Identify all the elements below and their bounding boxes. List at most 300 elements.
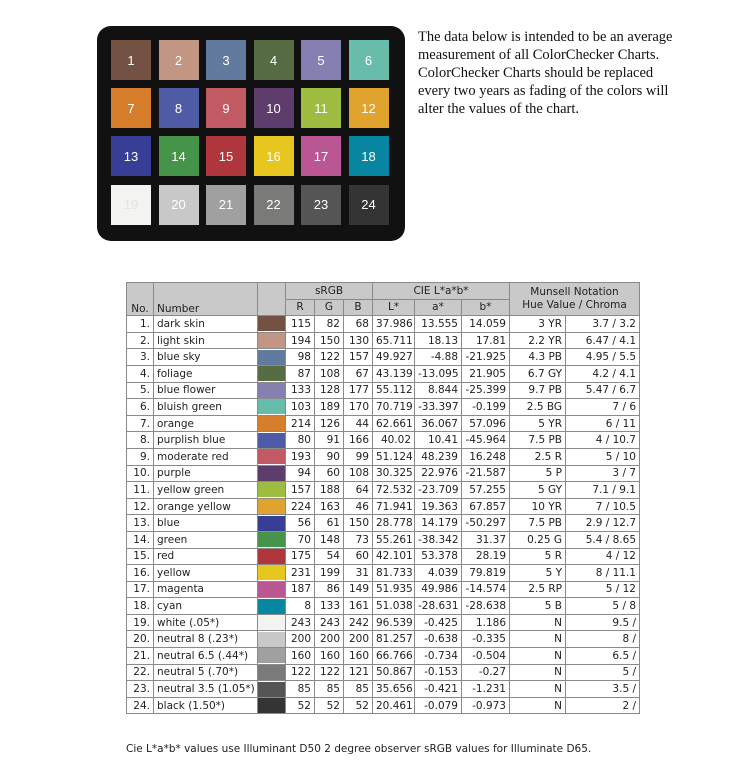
row-bstar: -1.231 [462, 681, 510, 698]
row-g: 188 [315, 482, 344, 499]
row-name: red [154, 548, 258, 565]
row-number: 22. [127, 664, 154, 681]
row-number: 8. [127, 432, 154, 449]
row-l: 20.461 [373, 697, 415, 714]
header-g: G [315, 299, 344, 316]
row-g: 189 [315, 399, 344, 416]
row-a: -23.709 [415, 482, 462, 499]
row-r: 214 [286, 415, 315, 432]
row-r: 160 [286, 648, 315, 665]
row-number: 20. [127, 631, 154, 648]
row-name: dark skin [154, 316, 258, 333]
row-number: 24. [127, 697, 154, 714]
color-patch [349, 88, 389, 128]
header-srgb: sRGB [286, 283, 373, 300]
row-l: 81.257 [373, 631, 415, 648]
color-swatch [258, 433, 285, 448]
row-r: 194 [286, 332, 315, 349]
row-name: neutral 3.5 (1.05*) [154, 681, 258, 698]
row-swatch [258, 631, 286, 648]
table-row [127, 382, 640, 399]
row-a: -0.079 [415, 697, 462, 714]
table-row [127, 332, 640, 349]
color-patch-label: 15 [218, 148, 234, 164]
row-value-chroma: 9.5 / [566, 614, 640, 631]
row-r: 87 [286, 365, 315, 382]
row-g: 160 [315, 648, 344, 665]
row-r: 175 [286, 548, 315, 565]
row-bstar: 16.248 [462, 448, 510, 465]
row-b: 44 [344, 415, 373, 432]
color-patch-label: 20 [171, 197, 186, 213]
row-name: magenta [154, 581, 258, 598]
table-row [127, 581, 640, 598]
table-row [127, 614, 640, 631]
row-hue: 7.5 PB [510, 432, 566, 449]
row-a: -13.095 [415, 365, 462, 382]
color-patch [349, 40, 389, 80]
row-number: 6. [127, 399, 154, 416]
row-b: 121 [344, 664, 373, 681]
row-b: 99 [344, 448, 373, 465]
color-patch [254, 185, 294, 225]
row-l: 37.986 [373, 316, 415, 333]
color-patch-label: 14 [171, 148, 186, 164]
row-l: 50.867 [373, 664, 415, 681]
row-number: 2. [127, 332, 154, 349]
row-r: 133 [286, 382, 315, 399]
color-swatch [258, 615, 285, 630]
row-g: 148 [315, 531, 344, 548]
row-swatch [258, 515, 286, 532]
table-row [127, 498, 640, 515]
row-bstar: 79.819 [462, 565, 510, 582]
row-name: yellow green [154, 482, 258, 499]
row-swatch [258, 531, 286, 548]
row-b: 73 [344, 531, 373, 548]
row-r: 80 [286, 432, 315, 449]
row-value-chroma: 8 / 11.1 [566, 565, 640, 582]
row-b: 166 [344, 432, 373, 449]
row-value-chroma: 8 / [566, 631, 640, 648]
row-b: 60 [344, 548, 373, 565]
row-a: -0.421 [415, 681, 462, 698]
row-l: 42.101 [373, 548, 415, 565]
header-cielab: CIE L*a*b* [373, 283, 510, 300]
row-r: 231 [286, 565, 315, 582]
row-hue: 10 YR [510, 498, 566, 515]
row-g: 128 [315, 382, 344, 399]
row-value-chroma: 6.47 / 4.1 [566, 332, 640, 349]
row-name: neutral 6.5 (.44*) [154, 648, 258, 665]
row-value-chroma: 2.9 / 12.7 [566, 515, 640, 532]
row-bstar: -28.638 [462, 598, 510, 615]
color-swatch [258, 449, 285, 464]
row-swatch [258, 415, 286, 432]
row-l: 71.941 [373, 498, 415, 515]
header-number: Number [154, 283, 258, 316]
row-swatch [258, 681, 286, 698]
row-r: 98 [286, 349, 315, 366]
color-patch-label: 11 [314, 100, 328, 116]
header-bstar: b* [462, 299, 510, 316]
color-patch-label: 4 [269, 52, 278, 68]
table-row [127, 531, 640, 548]
row-bstar: -0.973 [462, 697, 510, 714]
row-value-chroma: 5.4 / 8.65 [566, 531, 640, 548]
row-b: 200 [344, 631, 373, 648]
row-b: 52 [344, 697, 373, 714]
color-swatch [258, 466, 285, 481]
row-swatch [258, 614, 286, 631]
row-swatch [258, 598, 286, 615]
row-l: 43.139 [373, 365, 415, 382]
row-b: 67 [344, 365, 373, 382]
row-g: 61 [315, 515, 344, 532]
header-l: L* [373, 299, 415, 316]
row-hue: 0.25 G [510, 531, 566, 548]
row-l: 72.532 [373, 482, 415, 499]
table-row [127, 548, 640, 565]
row-a: 49.986 [415, 581, 462, 598]
row-hue: 2.5 R [510, 448, 566, 465]
row-r: 243 [286, 614, 315, 631]
table-header [127, 283, 640, 316]
row-l: 40.02 [373, 432, 415, 449]
table-row [127, 349, 640, 366]
row-a: 36.067 [415, 415, 462, 432]
table-row [127, 598, 640, 615]
row-bstar: -45.964 [462, 432, 510, 449]
row-g: 122 [315, 664, 344, 681]
table-row [127, 448, 640, 465]
row-name: blue sky [154, 349, 258, 366]
table-row [127, 565, 640, 582]
row-value-chroma: 4.95 / 5.5 [566, 349, 640, 366]
row-name: blue [154, 515, 258, 532]
row-value-chroma: 7 / 10.5 [566, 498, 640, 515]
row-name: purple [154, 465, 258, 482]
row-value-chroma: 5 / [566, 664, 640, 681]
table-row [127, 648, 640, 665]
color-swatch [258, 565, 285, 580]
row-b: 161 [344, 598, 373, 615]
color-swatch [258, 366, 285, 381]
row-bstar: 67.857 [462, 498, 510, 515]
row-value-chroma: 4 / 10.7 [566, 432, 640, 449]
row-r: 157 [286, 482, 315, 499]
color-patch [159, 185, 199, 225]
row-value-chroma: 3 / 7 [566, 465, 640, 482]
footnote: Cie L*a*b* values use Illuminant D50 2 degree observer sRGB values for Illuminate D65. [126, 743, 592, 755]
color-patch-label: 3 [222, 52, 230, 68]
table-body [127, 316, 640, 714]
row-swatch [258, 316, 286, 333]
row-bstar: -25.399 [462, 382, 510, 399]
color-patch [206, 136, 246, 176]
header-b: B [344, 299, 373, 316]
row-a: 4.039 [415, 565, 462, 582]
row-g: 60 [315, 465, 344, 482]
row-name: green [154, 531, 258, 548]
row-swatch [258, 498, 286, 515]
row-b: 64 [344, 482, 373, 499]
row-r: 70 [286, 531, 315, 548]
color-patch [111, 88, 151, 128]
color-patch [111, 40, 151, 80]
color-patch-label: 2 [174, 52, 183, 68]
row-g: 90 [315, 448, 344, 465]
row-l: 51.038 [373, 598, 415, 615]
row-b: 160 [344, 648, 373, 665]
row-number: 15. [127, 548, 154, 565]
row-name: bluish green [154, 399, 258, 416]
row-number: 21. [127, 648, 154, 665]
row-number: 18. [127, 598, 154, 615]
row-r: 193 [286, 448, 315, 465]
row-b: 31 [344, 565, 373, 582]
row-r: 85 [286, 681, 315, 698]
row-name: yellow [154, 565, 258, 582]
color-patch [206, 88, 246, 128]
color-patch [254, 40, 294, 80]
row-g: 82 [315, 316, 344, 333]
row-b: 177 [344, 382, 373, 399]
row-number: 10. [127, 465, 154, 482]
color-patch [111, 136, 151, 176]
row-swatch [258, 365, 286, 382]
row-name: blue flower [154, 382, 258, 399]
row-bstar: -0.335 [462, 631, 510, 648]
row-b: 130 [344, 332, 373, 349]
color-patch [301, 136, 341, 176]
color-patch-label: 23 [313, 197, 329, 213]
row-swatch [258, 332, 286, 349]
row-bstar: 17.81 [462, 332, 510, 349]
row-bstar: -21.587 [462, 465, 510, 482]
header-munsell-title: Munsell Notation [530, 286, 619, 299]
row-hue: N [510, 614, 566, 631]
color-patch [349, 185, 389, 225]
row-a: 10.41 [415, 432, 462, 449]
row-name: orange [154, 415, 258, 432]
row-g: 122 [315, 349, 344, 366]
header-no: No. [127, 283, 154, 316]
header-swatch [258, 283, 286, 316]
color-patch-label: 22 [266, 197, 281, 213]
row-name: neutral 5 (.70*) [154, 664, 258, 681]
row-hue: 5 GY [510, 482, 566, 499]
color-patch-label: 1 [127, 52, 135, 68]
row-bstar: -0.504 [462, 648, 510, 665]
row-a: -0.153 [415, 664, 462, 681]
row-swatch [258, 548, 286, 565]
row-g: 126 [315, 415, 344, 432]
row-a: -38.342 [415, 531, 462, 548]
row-value-chroma: 7 / 6 [566, 399, 640, 416]
row-hue: 3 YR [510, 316, 566, 333]
row-swatch [258, 382, 286, 399]
row-r: 52 [286, 697, 315, 714]
row-b: 108 [344, 465, 373, 482]
table-row [127, 515, 640, 532]
row-value-chroma: 3.5 / [566, 681, 640, 698]
header-a: a* [415, 299, 462, 316]
row-value-chroma: 3.7 / 3.2 [566, 316, 640, 333]
row-value-chroma: 4.2 / 4.1 [566, 365, 640, 382]
color-patch-label: 9 [222, 100, 230, 116]
row-hue: 7.5 PB [510, 515, 566, 532]
row-r: 122 [286, 664, 315, 681]
color-swatch [258, 383, 285, 398]
row-g: 150 [315, 332, 344, 349]
row-r: 103 [286, 399, 315, 416]
row-r: 200 [286, 631, 315, 648]
color-patch [301, 185, 341, 225]
color-patch-label: 10 [266, 100, 281, 116]
row-swatch [258, 399, 286, 416]
color-patch-label: 18 [361, 148, 376, 164]
row-l: 49.927 [373, 349, 415, 366]
row-hue: 5 R [510, 548, 566, 565]
row-number: 19. [127, 614, 154, 631]
row-b: 157 [344, 349, 373, 366]
row-bstar: 31.37 [462, 531, 510, 548]
row-value-chroma: 6.5 / [566, 648, 640, 665]
row-r: 56 [286, 515, 315, 532]
header-r: R [286, 299, 315, 316]
row-a: -28.631 [415, 598, 462, 615]
row-b: 170 [344, 399, 373, 416]
color-patch-label: 12 [361, 100, 376, 116]
row-value-chroma: 5 / 12 [566, 581, 640, 598]
color-swatch [258, 333, 285, 348]
row-swatch [258, 648, 286, 665]
color-swatch [258, 698, 285, 713]
color-patch-label: 13 [123, 148, 139, 164]
row-bstar: 57.096 [462, 415, 510, 432]
color-swatch [258, 532, 285, 547]
row-bstar: -0.27 [462, 664, 510, 681]
row-g: 163 [315, 498, 344, 515]
row-value-chroma: 5 / 10 [566, 448, 640, 465]
row-b: 242 [344, 614, 373, 631]
color-patch [159, 136, 199, 176]
row-bstar: 28.19 [462, 548, 510, 565]
color-patch [254, 88, 294, 128]
color-patch-label: 8 [174, 100, 183, 116]
row-name: neutral 8 (.23*) [154, 631, 258, 648]
row-number: 5. [127, 382, 154, 399]
row-a: 14.179 [415, 515, 462, 532]
row-a: 48.239 [415, 448, 462, 465]
row-b: 149 [344, 581, 373, 598]
row-hue: 2.5 BG [510, 399, 566, 416]
row-r: 115 [286, 316, 315, 333]
color-patch-label: 7 [127, 100, 135, 116]
color-swatch [258, 482, 285, 497]
table-row [127, 432, 640, 449]
row-swatch [258, 349, 286, 366]
row-name: moderate red [154, 448, 258, 465]
row-g: 52 [315, 697, 344, 714]
row-swatch [258, 432, 286, 449]
row-number: 7. [127, 415, 154, 432]
table-row [127, 631, 640, 648]
table-row [127, 415, 640, 432]
color-swatch [258, 648, 285, 663]
color-swatch [258, 350, 285, 365]
color-patch-label: 21 [218, 197, 234, 213]
row-hue: N [510, 664, 566, 681]
row-swatch [258, 482, 286, 499]
color-patch [206, 40, 246, 80]
row-number: 17. [127, 581, 154, 598]
row-value-chroma: 6 / 11 [566, 415, 640, 432]
color-swatch [258, 399, 285, 414]
row-r: 187 [286, 581, 315, 598]
row-a: 18.13 [415, 332, 462, 349]
row-g: 243 [315, 614, 344, 631]
row-b: 68 [344, 316, 373, 333]
row-name: orange yellow [154, 498, 258, 515]
row-hue: 6.7 GY [510, 365, 566, 382]
row-l: 51.124 [373, 448, 415, 465]
row-name: black (1.50*) [154, 697, 258, 714]
color-patch [206, 185, 246, 225]
row-l: 30.325 [373, 465, 415, 482]
row-hue: 5 P [510, 465, 566, 482]
row-value-chroma: 2 / [566, 697, 640, 714]
table-row [127, 399, 640, 416]
row-g: 199 [315, 565, 344, 582]
row-swatch [258, 565, 286, 582]
color-swatch [258, 549, 285, 564]
table-row [127, 316, 640, 333]
row-number: 4. [127, 365, 154, 382]
row-a: 53.378 [415, 548, 462, 565]
row-value-chroma: 5.47 / 6.7 [566, 382, 640, 399]
row-a: -0.425 [415, 614, 462, 631]
color-patch [111, 185, 151, 225]
header-munsell [510, 283, 640, 316]
row-a: 13.555 [415, 316, 462, 333]
color-swatch [258, 516, 285, 531]
row-name: light skin [154, 332, 258, 349]
row-g: 86 [315, 581, 344, 598]
row-l: 35.656 [373, 681, 415, 698]
table-row [127, 365, 640, 382]
row-number: 23. [127, 681, 154, 698]
row-g: 108 [315, 365, 344, 382]
row-bstar: -0.199 [462, 399, 510, 416]
colorchecker-data-table [126, 282, 640, 714]
row-g: 133 [315, 598, 344, 615]
row-hue: 4.3 PB [510, 349, 566, 366]
row-hue: 5 B [510, 598, 566, 615]
row-hue: N [510, 697, 566, 714]
row-bstar: 1.186 [462, 614, 510, 631]
row-number: 11. [127, 482, 154, 499]
color-swatch [258, 599, 285, 614]
row-value-chroma: 4 / 12 [566, 548, 640, 565]
table-row [127, 697, 640, 714]
row-hue: N [510, 631, 566, 648]
color-patch [349, 136, 389, 176]
row-l: 28.778 [373, 515, 415, 532]
row-bstar: -50.297 [462, 515, 510, 532]
row-b: 150 [344, 515, 373, 532]
